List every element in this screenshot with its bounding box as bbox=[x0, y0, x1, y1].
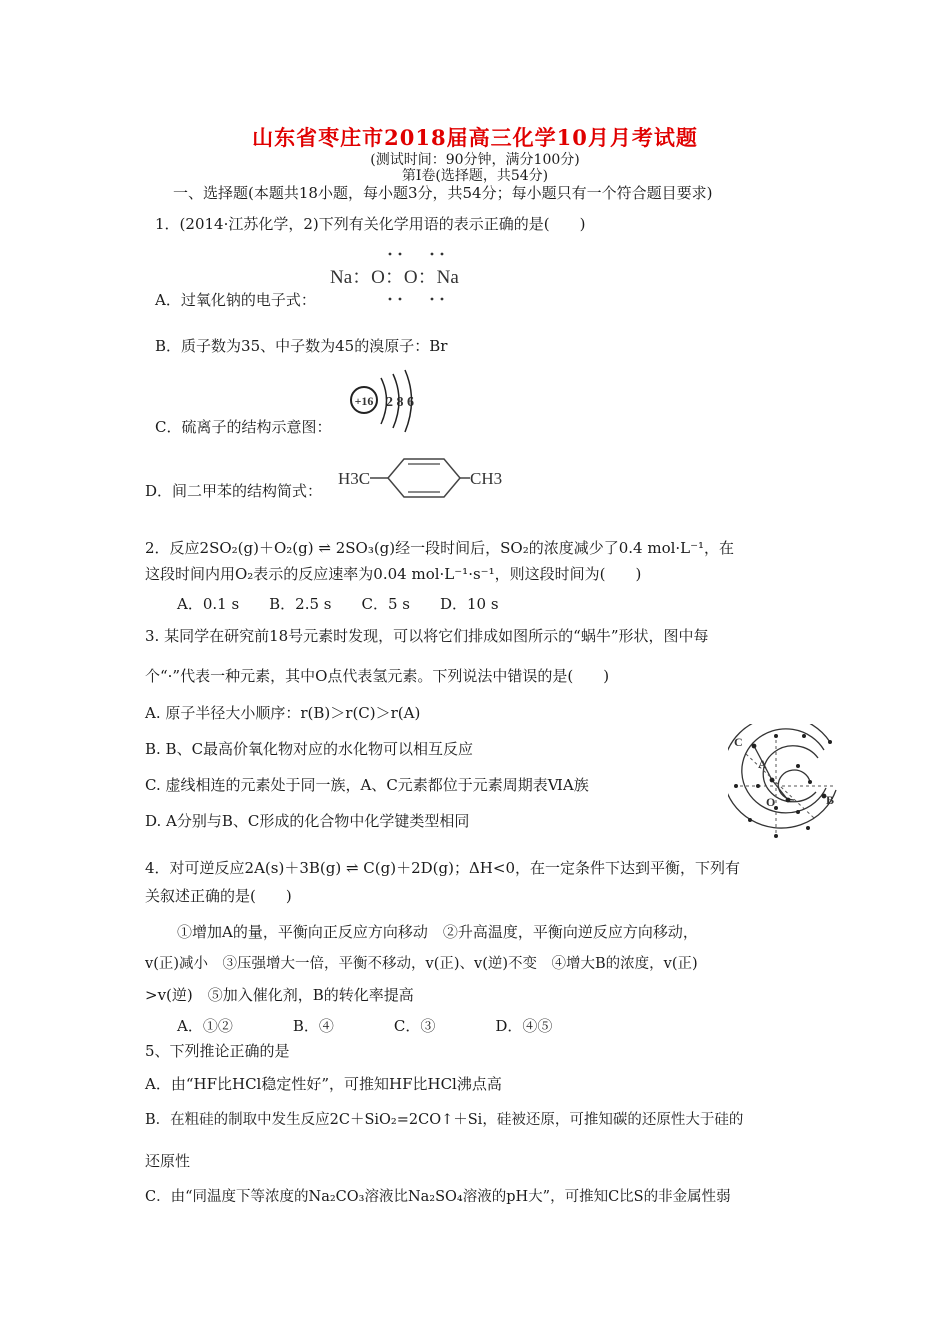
nucleus-charge: +16 bbox=[354, 394, 374, 408]
question-1-option-c: C．硫离子的结构示意图： bbox=[155, 418, 332, 436]
question-5-option-c: C．由“同温度下等浓度的Na₂CO₃溶液比Na₂SO₄溶液的pH大”，可推知C比S的非金属性弱 bbox=[145, 1189, 731, 1205]
test-info: (测试时间：90分钟，满分100分) bbox=[370, 152, 580, 168]
question-3-option-a: A. 原子半径大小顺序：r(B)＞r(C)＞r(A) bbox=[145, 704, 421, 722]
question-3-option-c: C. 虚线相连的元素处于同一族，A、C元素都位于元素周期表ⅥA族 bbox=[145, 776, 589, 794]
question-4-line-1: 4．对可逆反应2A(s)＋3B(g) ⇌ C(g)＋2D(g)；ΔH<0，在一定条件下达到平衡，下列有 bbox=[145, 859, 740, 877]
question-2-options: A．0.1 s B．2.5 s C．5 s D．10 s bbox=[177, 595, 499, 613]
question-4-line-4: v(正)减小 ③压强增大一倍，平衡不移动，v(正)、v(逆)不变 ④增大B的浓度，v(正) bbox=[145, 956, 698, 972]
snail-periodic-diagram bbox=[728, 724, 850, 846]
question-4-line-2: 关叙述正确的是( ) bbox=[145, 887, 292, 905]
sulfur-ion-structure-diagram bbox=[345, 368, 435, 438]
section-heading: 一、选择题(本题共18小题，每小题3分，共54分；每小题只有一个符合题目要求) bbox=[173, 184, 713, 202]
question-5-option-a: A．由“HF比HCl稳定性好”，可推知HF比HCl沸点高 bbox=[145, 1075, 502, 1093]
label-b: B bbox=[826, 793, 835, 807]
question-5-stem: 5、下列推论正确的是 bbox=[145, 1042, 290, 1060]
question-4-options: A．①② B．④ C．③ D．④⑤ bbox=[177, 1017, 553, 1035]
electron-shells: 2 8 6 bbox=[386, 395, 414, 410]
question-3-line-1: 3. 某同学在研究前18号元素时发现，可以将它们排成如图所示的“蜗牛”形状，图中每 bbox=[145, 627, 709, 645]
label-c: C bbox=[734, 735, 743, 749]
question-1-option-b: B．质子数为35、中子数为45的溴原子：Br bbox=[155, 337, 448, 355]
question-4-line-5: >v(逆) ⑤加入催化剂，B的转化率提高 bbox=[145, 986, 414, 1004]
question-1-option-a: A．过氧化钠的电子式： bbox=[155, 291, 316, 309]
sodium-peroxide-electron-formula bbox=[328, 244, 513, 306]
methyl-left: H3C bbox=[338, 469, 371, 488]
question-1-stem: 1．(2014·江苏化学，2)下列有关化学用语的表示正确的是( ) bbox=[155, 215, 586, 233]
methyl-right: CH3 bbox=[470, 469, 503, 488]
question-3-line-2: 个“·”代表一种元素，其中O点代表氢元素。下列说法中错误的是( ) bbox=[145, 667, 610, 685]
electron-formula-text: Na：O：O：Na bbox=[330, 267, 459, 288]
part-heading: 第Ⅰ卷(选择题，共54分) bbox=[401, 168, 549, 184]
question-3-option-b: B. B、C最高价氧化物对应的水化物可以相互反应 bbox=[145, 740, 474, 758]
question-5-option-b-line-1: B．在粗硅的制取中发生反应2C＋SiO₂=2CO↑＋Si，硅被还原，可推知碳的还原性大于硅的 bbox=[145, 1112, 744, 1128]
question-2-line-1: 2．反应2SO₂(g)＋O₂(g) ⇌ 2SO₃(g)经一段时间后，SO₂的浓度减少了0.4 mol·L⁻¹，在 bbox=[145, 539, 735, 557]
page-title: 山东省枣庄市2018届高三化学10月月考试题 bbox=[252, 125, 698, 150]
question-4-line-3: ①增加A的量，平衡向正反应方向移动 ②升高温度，平衡向逆反应方向移动， bbox=[177, 923, 698, 941]
question-3-option-d: D. A分别与B、C形成的化合物中化学键类型相同 bbox=[145, 812, 470, 830]
question-2-line-2: 这段时间内用O₂表示的反应速率为0.04 mol·L⁻¹·s⁻¹，则这段时间为( ) bbox=[145, 565, 642, 583]
question-1-option-d: D．间二甲苯的结构简式： bbox=[145, 482, 323, 500]
question-5-option-b-line-2: 还原性 bbox=[145, 1152, 191, 1170]
label-a: A bbox=[758, 757, 767, 771]
xylene-structure-formula bbox=[336, 454, 516, 500]
label-o: O bbox=[766, 795, 776, 809]
